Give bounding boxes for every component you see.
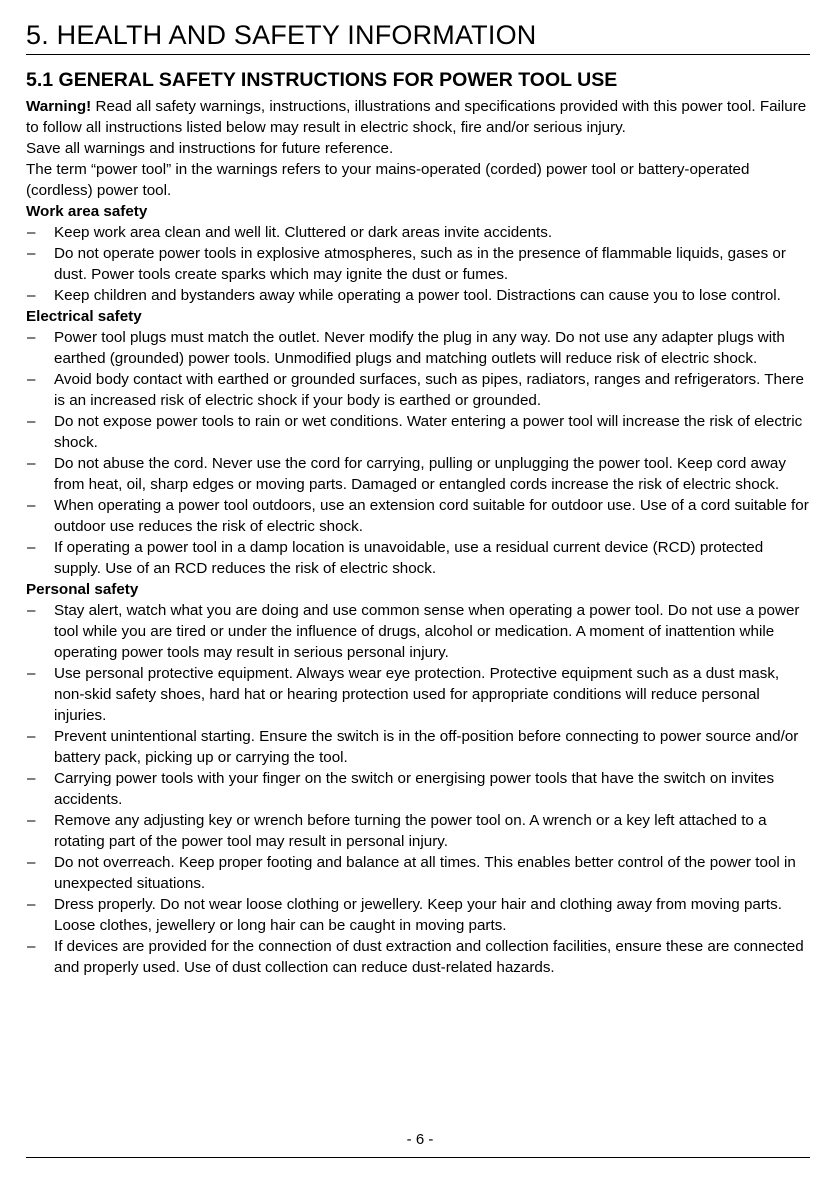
list-item [26, 936, 810, 978]
warning-label: Warning! [26, 98, 92, 115]
list-item-text: Do not expose power tools to rain or wet conditions. Water entering a power tool will increase the risk of electric shock. [54, 413, 803, 451]
list-item-text: Do not operate power tools in explosive atmospheres, such as in the presence of flammable liquids, gases or dust. Power tools create sparks which may ignite the dust or fumes. [54, 245, 786, 283]
bullet-dash: – [27, 287, 36, 304]
list-item [26, 495, 810, 537]
bullet-dash: – [27, 224, 36, 241]
bullet-dash: – [27, 770, 36, 787]
list-item [26, 222, 810, 243]
list-item [26, 243, 810, 285]
term-definition-text: The term “power tool” in the warnings refers to your mains-operated (corded) power tool or battery-operated (cordless) power tool. [26, 161, 750, 199]
page-number: - 6 - [406, 1131, 434, 1148]
bullet-dash: – [27, 854, 36, 871]
electrical-heading: Electrical safety [26, 308, 142, 325]
personal-list [26, 600, 810, 978]
bullet-dash: – [27, 455, 36, 472]
section-title: 5.1 GENERAL SAFETY INSTRUCTIONS FOR POWER TOOL USE [26, 69, 618, 91]
work-area-list [26, 222, 810, 306]
list-item-text: Do not abuse the cord. Never use the cord for carrying, pulling or unplugging the power tool. Keep cord away from heat, oil, sharp edges or moving parts. Damaged or entangled cords increase the risk of electric shock. [54, 455, 786, 493]
list-item-text: Stay alert, watch what you are doing and use common sense when operating a power tool. Do not use a power tool while you are tired or under the influence of drugs, alcohol or medication. A moment of inattention while operating power tools may result in serious personal injury. [54, 602, 800, 661]
list-item-text: Carrying power tools with your finger on the switch or energising power tools that have the switch on invites accidents. [54, 770, 775, 808]
manual-page [26, 18, 810, 978]
list-item-text: Keep work area clean and well lit. Cluttered or dark areas invite accidents. [54, 224, 553, 241]
list-item [26, 537, 810, 579]
bullet-dash: – [27, 812, 36, 829]
list-item [26, 852, 810, 894]
bullet-dash: – [27, 497, 36, 514]
warning-text: Read all safety warnings, instructions, illustrations and specifications provided with this power tool. Failure to follow all instructions listed below may result in electric shock, fire and/or serious injury. [26, 98, 807, 136]
list-item [26, 810, 810, 852]
list-item [26, 894, 810, 936]
footer-divider [26, 1157, 810, 1158]
bullet-dash: – [27, 329, 36, 346]
work-area-heading: Work area safety [26, 203, 148, 220]
bullet-dash: – [27, 896, 36, 913]
personal-heading: Personal safety [26, 581, 139, 598]
list-item-text: Avoid body contact with earthed or grounded surfaces, such as pipes, radiators, ranges and refrigerators. There is an increased risk of electric shock if your body is earthed or grounded. [54, 371, 804, 409]
warning-paragraph [26, 96, 810, 138]
list-item-text: Do not overreach. Keep proper footing and balance at all times. This enables better control of the power tool in unexpected situations. [54, 854, 796, 892]
list-item-text: When operating a power tool outdoors, use an extension cord suitable for outdoor use. Use of a cord suitable for outdoor use reduces the risk of electric shock. [54, 497, 809, 535]
bullet-dash: – [27, 728, 36, 745]
list-item-text: Remove any adjusting key or wrench before turning the power tool on. A wrench or a key left attached to a rotating part of the power tool may result in personal injury. [54, 812, 767, 850]
list-item-text: Use personal protective equipment. Always wear eye protection. Protective equipment such as a dust mask, non-skid safety shoes, hard hat or hearing protection used for appropriate conditions will reduce personal injuries. [54, 665, 780, 724]
list-item [26, 453, 810, 495]
list-item-text: If devices are provided for the connection of dust extraction and collection facilities, ensure these are connected and properly used. Use of dust collection can reduce dust-related hazards. [54, 938, 804, 976]
bullet-dash: – [27, 371, 36, 388]
bullet-dash: – [27, 602, 36, 619]
list-item [26, 726, 810, 768]
save-instructions-text: Save all warnings and instructions for future reference. [26, 140, 394, 157]
list-item-text: Dress properly. Do not wear loose clothing or jewellery. Keep your hair and clothing away from moving parts. Loose clothes, jewellery or long hair can be caught in moving parts. [54, 896, 782, 934]
electrical-list [26, 327, 810, 579]
list-item-text: Keep children and bystanders away while operating a power tool. Distractions can cause you to lose control. [54, 287, 781, 304]
list-item-text: If operating a power tool in a damp location is unavoidable, use a residual current device (RCD) protected supply. Use of an RCD reduces the risk of electric shock. [54, 539, 764, 577]
bullet-dash: – [27, 413, 36, 430]
list-item [26, 285, 810, 306]
list-item [26, 411, 810, 453]
list-item [26, 600, 810, 663]
list-item [26, 768, 810, 810]
list-item-text: Power tool plugs must match the outlet. Never modify the plug in any way. Do not use any adapter plugs with earthed (grounded) power tools. Unmodified plugs and matching outlets will reduce risk of electric shock. [54, 329, 785, 367]
bullet-dash: – [27, 665, 36, 682]
bullet-dash: – [27, 245, 36, 262]
bullet-dash: – [27, 938, 36, 955]
bullet-dash: – [27, 539, 36, 556]
list-item [26, 369, 810, 411]
chapter-title: 5. HEALTH AND SAFETY INFORMATION [26, 18, 810, 55]
list-item-text: Prevent unintentional starting. Ensure the switch is in the off-position before connecting to power source and/or battery pack, picking up or carrying the tool. [54, 728, 799, 766]
list-item [26, 663, 810, 726]
list-item [26, 327, 810, 369]
